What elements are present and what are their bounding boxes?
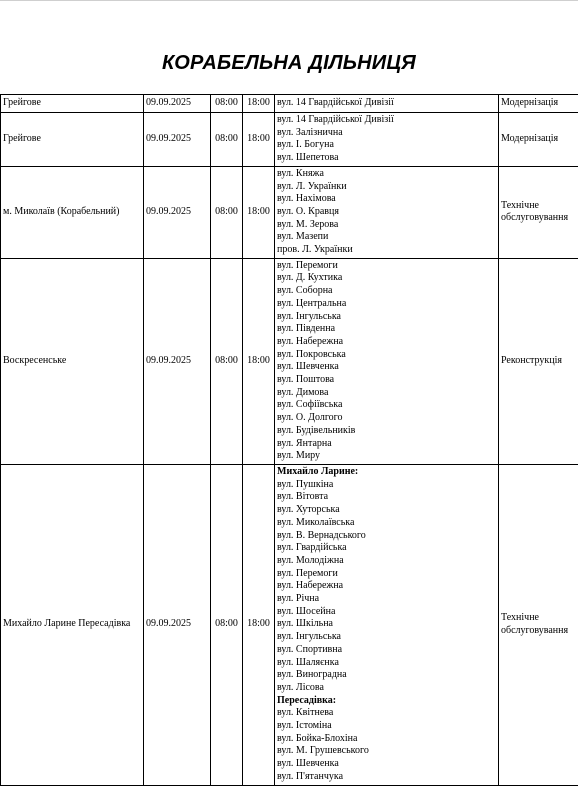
street-item: вул. Молодіжна [277,554,344,566]
street-item: вул. О. Долгого [277,412,343,424]
street-item: вул. І. Богуна [277,139,334,151]
street-item: вул. В. Вернадського [277,529,366,541]
schedule-row [1,464,578,785]
schedule-row [1,113,578,167]
top-border-line [0,0,578,1]
street-item: вул. Мазепи [277,231,329,243]
street-item: вул. Миколаївська [277,516,355,528]
schedule-row [1,258,578,464]
work-type-cell: Модернізація [499,113,578,167]
location-cell: Михайло Ларине Пересадівка [1,464,144,785]
work-type-cell: Модернізація [499,95,578,113]
date-cell: 09.09.2025 [144,113,211,167]
street-item: вул. Перемоги [277,567,338,579]
date-cell: 09.09.2025 [144,95,211,113]
streets-cell [275,113,499,167]
street-item: вул. Покровська [277,348,346,360]
street-item: вул. Янтарна [277,437,332,449]
street-item: вул. Будівельників [277,424,356,436]
street-item: вул. Інгульська [277,310,341,322]
street-group-heading: Михайло Ларине: [277,465,359,477]
date-cell: 09.09.2025 [144,166,211,258]
street-item: вул. Південна [277,323,336,335]
street-item: вул. Софіївська [277,399,343,411]
street-item: вул. Пушкіна [277,478,334,490]
location-cell: Воскресенське [1,258,144,464]
start-time-cell: 08:00 [211,113,243,167]
work-type-cell: Технічне обслуговування [499,464,578,785]
page-title: КОРАБЕЛЬНА ДІЛЬНИЦЯ [162,52,416,74]
street-item: вул. П'ятанчука [277,770,344,782]
outage-schedule-table [0,94,578,786]
street-item: вул. Квітнева [277,707,334,719]
start-time-cell: 08:00 [211,95,243,113]
street-item: вул. Спортивна [277,643,343,655]
end-time-cell: 18:00 [243,113,275,167]
end-time-cell: 18:00 [243,95,275,113]
street-item: вул. М. Зерова [277,218,339,230]
street-item: вул. Набережна [277,580,344,592]
location-cell: Грейгове [1,113,144,167]
street-item: вул. Річна [277,593,320,605]
street-item: вул. Шкільна [277,618,333,630]
street-item: вул. Центральна [277,297,347,309]
street-item: вул. Виноградна [277,669,347,681]
location-cell: м. Миколаїв (Корабельний) [1,166,144,258]
street-item: пров. Л. Українки [277,244,353,256]
start-time-cell: 08:00 [211,166,243,258]
street-item: вул. Перемоги [277,259,338,271]
street-item: вул. Залізнична [277,126,343,138]
schedule-row [1,166,578,258]
street-item: вул. О. Кравця [277,205,339,217]
street-item: вул. Шевченка [277,361,339,373]
streets-cell [275,166,499,258]
street-item: вул. Миру [277,450,321,462]
street-item: вул. Шосейна [277,605,336,617]
street-item: вул. Д. Кухтика [277,272,343,284]
street-item: вул. Шепетова [277,152,339,164]
end-time-cell: 18:00 [243,166,275,258]
street-item: вул. Вітовта [277,491,329,503]
street-item: вул. Нахімова [277,193,336,205]
streets-cell [275,258,499,464]
street-item: вул. Хуторська [277,504,340,516]
street-item: вул. Набережна [277,335,344,347]
street-item: вул. Шаляєнка [277,656,339,668]
end-time-cell: 18:00 [243,464,275,785]
schedule-table-body [1,95,578,786]
streets-cell [275,95,499,113]
street-item: вул. М. Грушевського [277,745,369,757]
end-time-cell: 18:00 [243,258,275,464]
streets-cell [275,464,499,785]
street-item: вул. Димова [277,386,329,398]
street-item: вул. Лісова [277,681,324,693]
street-group-heading: Пересадівка: [277,694,337,706]
start-time-cell: 08:00 [211,258,243,464]
work-type-cell: Технічне обслуговування [499,166,578,258]
street-item: вул. 14 Гвардійської Дивізії [277,114,394,125]
street-item: вул. Інгульська [277,631,341,643]
street-item: вул. Гвардійська [277,542,347,554]
street-item: вул. Шевченка [277,758,339,770]
street-item: вул. Поштова [277,374,335,386]
work-type-cell: Реконструкція [499,258,578,464]
street-item: вул. Істоміна [277,720,332,732]
street-item: вул. Княжа [277,167,324,179]
date-cell: 09.09.2025 [144,464,211,785]
street-item: вул. Бойка-Блохіна [277,732,358,744]
street-item: вул. Л. Українки [277,180,347,192]
start-time-cell: 08:00 [211,464,243,785]
location-cell: Грейгове [1,95,144,113]
schedule-row [1,95,578,113]
date-cell: 09.09.2025 [144,258,211,464]
street-item: вул. Соборна [277,285,333,297]
street-item: вул. 14 Гвардійської Дивізії [277,97,394,109]
